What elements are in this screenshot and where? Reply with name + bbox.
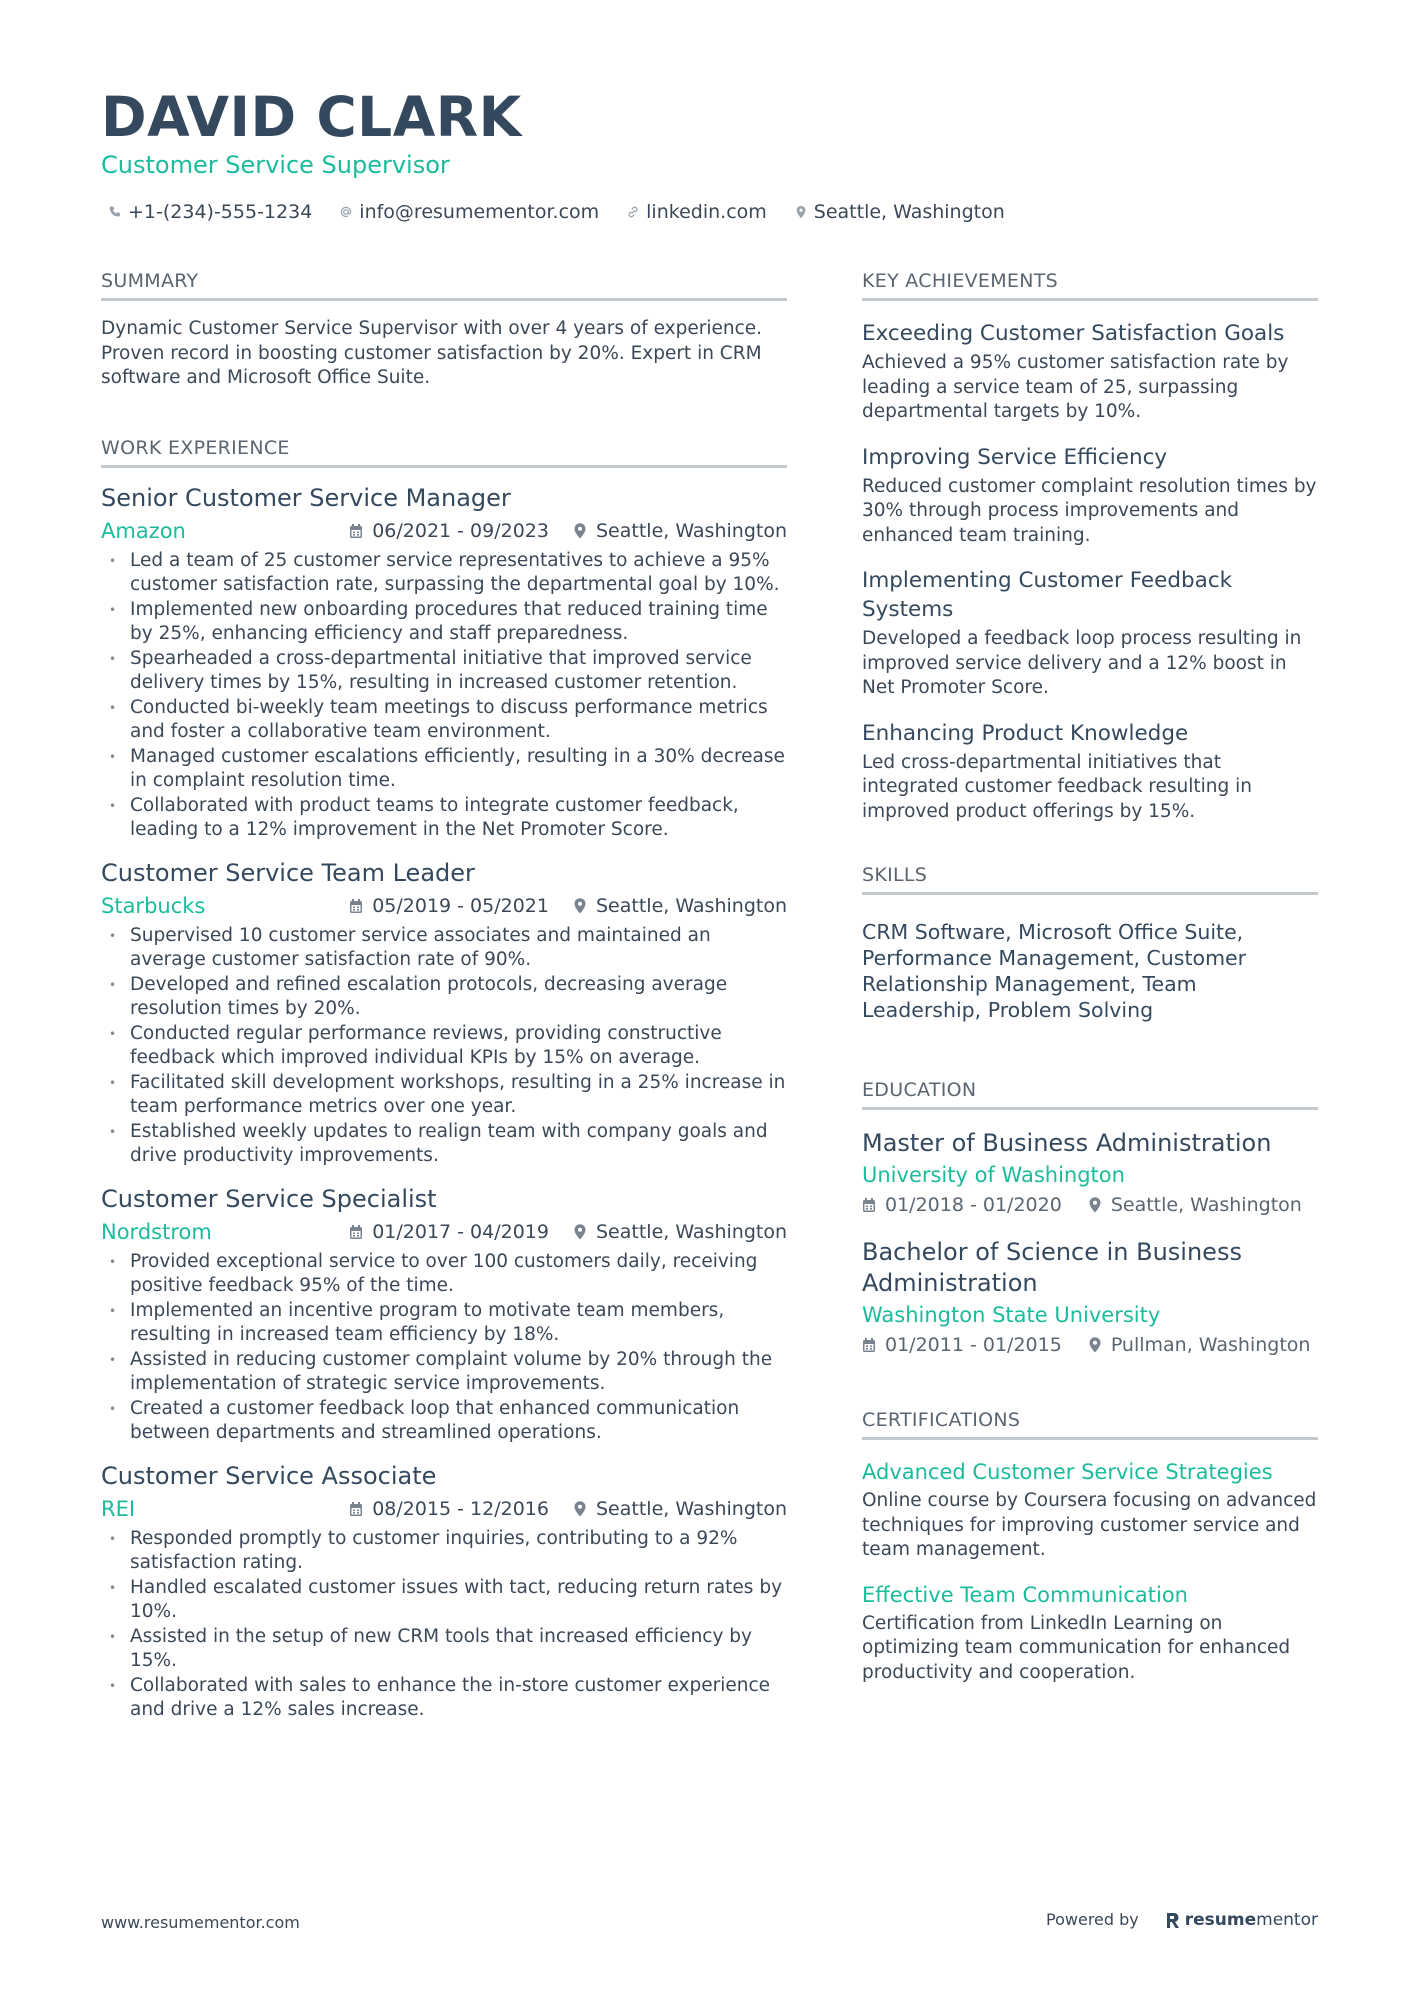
location-text: Seattle, Washington (596, 1220, 787, 1243)
company-name: Nordstrom (101, 1219, 212, 1244)
achievement-desc: Achieved a 95% customer satisfaction rate by leading a service team of 25, surpassing departmental targets by 10%. (862, 352, 1289, 422)
bullet-list (101, 1250, 787, 1446)
contact-location (794, 199, 1005, 225)
bullet-item: • Led a team of 25 customer service representatives to achieve a 95% customer satisfaction rate, surpassing the departmental goal by 10%. (101, 549, 787, 598)
certification-desc: Online course by Coursera focusing on advanced techniques for improving customer service and team management. (862, 1490, 1317, 1560)
bullet-item: • Assisted in reducing customer complaint volume by 20% through the implementation of strategic service improvements. (101, 1348, 787, 1397)
bullet-item: • Collaborated with product teams to integrate customer feedback, leading to a 12% improvement in the Net Promoter Score. (101, 794, 787, 843)
calendar-meta (862, 1331, 1062, 1359)
job-meta (101, 1218, 787, 1246)
calendar-meta (349, 1218, 549, 1246)
education-item (862, 1128, 1318, 1219)
achievement-desc: Developed a feedback loop process resulting in improved service delivery and a 12% boost in Net Promoter Score. (862, 628, 1302, 698)
job-entry (101, 857, 787, 1169)
job-meta-right (349, 1218, 787, 1246)
date-range: 01/2017 - 04/2019 (372, 1220, 549, 1243)
map-pin-icon (573, 1224, 596, 1240)
certifications-section (862, 1407, 1318, 1685)
bullet-item: • Spearheaded a cross-departmental initiative that improved service delivery times by 15%, resulting in increased customer retention. (101, 647, 787, 696)
location-text: Seattle, Washington (596, 519, 787, 542)
bullet-item: • Assisted in the setup of new CRM tools that increased efficiency by 15%. (101, 1625, 787, 1674)
company-name: Amazon (101, 518, 186, 543)
degree-name: Master of Business Administration (862, 1129, 1272, 1157)
section-heading: SKILLS (862, 862, 1318, 895)
contact-email[interactable] (339, 199, 599, 225)
calendar-icon (862, 1337, 885, 1353)
achievement-item (862, 719, 1318, 825)
certification-title: Effective Team Communication (862, 1582, 1188, 1607)
date-range: 01/2011 - 01/2015 (885, 1334, 1062, 1356)
link-icon (626, 204, 640, 220)
calendar-icon (349, 898, 372, 914)
job-title: Customer Service Specialist (101, 1184, 437, 1213)
map-pin-icon (1088, 1337, 1111, 1353)
summary-section (101, 268, 787, 391)
location-text: Pullman, Washington (1110, 1334, 1311, 1356)
contact-linkedin-text[interactable]: linkedin.com (646, 201, 767, 223)
left-column (101, 268, 787, 1723)
job-entry (101, 482, 787, 843)
achievement-list (862, 319, 1318, 824)
contact-phone-text: +1-(234)-555-1234 (128, 201, 313, 223)
map-pin-icon (573, 898, 596, 914)
job-meta-right (349, 517, 787, 545)
contact-location-text: Seattle, Washington (813, 201, 1005, 223)
achievement-desc: Led cross-departmental initiatives that integrated customer feedback resulting in improved product offerings by 15%. (862, 751, 1252, 822)
section-heading: WORK EXPERIENCE (101, 435, 787, 468)
map-pin-icon (573, 1501, 596, 1517)
job-title: Senior Customer Service Manager (101, 483, 511, 512)
school-name: Washington State University (862, 1303, 1161, 1327)
bullet-item: • Conducted regular performance reviews, providing constructive feedback which improved individual KPIs by 15% on average. (101, 1022, 787, 1071)
candidate-name: DAVID CLARK (101, 85, 522, 149)
job-list (101, 482, 787, 1723)
brand-name-bold: resume (1184, 1910, 1257, 1930)
bullet-item: • Provided exceptional service to over 100 customers daily, receiving positive feedback 95% of the time. (101, 1250, 787, 1299)
calendar-meta (349, 892, 549, 920)
phone-icon (108, 204, 122, 220)
bullet-item: • Established weekly updates to realign team with company goals and drive productivity improvements. (101, 1120, 787, 1169)
bullet-list (101, 1527, 787, 1723)
map-pin-icon (794, 204, 808, 220)
location-text: Seattle, Washington (596, 894, 787, 917)
job-title: Customer Service Team Leader (101, 858, 475, 887)
calendar-icon (862, 1197, 885, 1213)
date-range: 05/2019 - 05/2021 (372, 894, 549, 917)
bullet-list (101, 549, 787, 843)
section-heading: CERTIFICATIONS (862, 1407, 1318, 1440)
achievement-desc: Reduced customer complaint resolution times by 30% through process improvements and enhanced team training. (862, 475, 1317, 546)
calendar-meta (862, 1191, 1062, 1219)
bullet-item: • Supervised 10 customer service associates and maintained an average customer satisfaction rate of 90%. (101, 924, 787, 973)
education-section (862, 1077, 1318, 1359)
date-range: 08/2015 - 12/2016 (372, 1497, 549, 1520)
bullet-item: • Developed and refined escalation protocols, decreasing average resolution times by 20%. (101, 973, 787, 1022)
map-pin-meta (573, 892, 787, 920)
achievement-title: Exceeding Customer Satisfaction Goals (862, 321, 1285, 346)
achievement-title: Enhancing Product Knowledge (862, 720, 1189, 746)
skills-section (862, 862, 1318, 1023)
calendar-icon (349, 1224, 372, 1240)
brand-name-rest: mentor (1256, 1910, 1318, 1930)
achievement-title: Improving Service Efficiency (862, 444, 1168, 470)
map-pin-meta (573, 1495, 787, 1523)
summary-text: Dynamic Customer Service Supervisor with over 4 years of experience. Proven record in boosting customer satisfaction by 20%. Expert in CRM software and Microsoft Office Suite. (101, 318, 763, 388)
education-item (862, 1237, 1318, 1359)
certification-list (862, 1458, 1318, 1685)
education-meta (862, 1331, 1318, 1359)
map-pin-meta (1088, 1331, 1311, 1359)
calendar-icon (349, 1501, 372, 1517)
resumementor-logo-icon (1165, 1911, 1181, 1930)
section-heading: EDUCATION (862, 1077, 1318, 1110)
job-meta-right (349, 1495, 787, 1523)
skills-text: CRM Software, Microsoft Office Suite, Performance Management, Customer Relationship Management, Team Leadership, Problem Solving (862, 920, 1247, 1022)
school-name: University of Washington (862, 1163, 1125, 1187)
bullet-item: • Created a customer feedback loop that enhanced communication between departments and streamlined operations. (101, 1397, 787, 1446)
footer-brand (1046, 1909, 1318, 1931)
section-heading: KEY ACHIEVEMENTS (862, 268, 1318, 301)
certification-item (862, 1458, 1318, 1563)
job-meta (101, 517, 787, 545)
map-pin-meta (573, 517, 787, 545)
contact-linkedin[interactable] (626, 199, 767, 225)
map-pin-icon (573, 523, 596, 539)
bullet-item: • Implemented an incentive program to motivate team members, resulting in increased team efficiency by 18%. (101, 1299, 787, 1348)
job-entry (101, 1183, 787, 1446)
calendar-icon (349, 523, 372, 539)
education-list (862, 1128, 1318, 1359)
section-heading: SUMMARY (101, 268, 787, 301)
bullet-item: • Facilitated skill development workshops, resulting in a 25% increase in team performance metrics over one year. (101, 1071, 787, 1120)
certification-item (862, 1581, 1318, 1686)
date-range: 01/2018 - 01/2020 (885, 1194, 1062, 1216)
bullet-list (101, 924, 787, 1169)
at-icon (339, 204, 353, 220)
map-pin-meta (573, 1218, 787, 1246)
job-meta-right (349, 892, 787, 920)
location-text: Seattle, Washington (596, 1497, 787, 1520)
company-name: Starbucks (101, 893, 206, 918)
contact-bar (108, 199, 1032, 225)
contact-email-text[interactable]: info@resumementor.com (359, 201, 600, 223)
calendar-meta (349, 517, 549, 545)
location-text: Seattle, Washington (1110, 1194, 1302, 1216)
bullet-item: • Handled escalated customer issues with tact, reducing return rates by 10%. (101, 1576, 787, 1625)
company-name: REI (101, 1496, 136, 1521)
date-range: 06/2021 - 09/2023 (372, 519, 549, 542)
job-entry (101, 1460, 787, 1723)
powered-by-label: Powered by (1046, 1910, 1139, 1929)
certification-desc: Certification from LinkedIn Learning on optimizing team communication for enhanced productivity and cooperation. (862, 1612, 1291, 1683)
certification-title: Advanced Customer Service Strategies (862, 1460, 1273, 1484)
bullet-item: • Collaborated with sales to enhance the in-store customer experience and drive a 12% sales increase. (101, 1674, 787, 1723)
candidate-title: Customer Service Supervisor (101, 151, 450, 179)
achievements-section (862, 268, 1318, 824)
education-meta (862, 1191, 1318, 1219)
achievement-item (862, 566, 1318, 701)
right-column (862, 268, 1318, 1685)
map-pin-icon (1088, 1197, 1111, 1213)
job-meta (101, 1495, 787, 1523)
achievement-title: Implementing Customer Feedback Systems (862, 568, 1233, 622)
bullet-item: • Managed customer escalations efficiently, resulting in a 30% decrease in complaint resolution time. (101, 745, 787, 794)
contact-phone (108, 199, 312, 225)
degree-name: Bachelor of Science in Business Administration (862, 1238, 1242, 1297)
job-title: Customer Service Associate (101, 1461, 437, 1490)
job-meta (101, 892, 787, 920)
achievement-item (862, 443, 1318, 549)
footer-website[interactable]: www.resumementor.com (101, 1913, 300, 1932)
experience-section (101, 435, 787, 1723)
brand-logo[interactable] (1165, 1909, 1318, 1931)
achievement-item (862, 319, 1318, 425)
calendar-meta (349, 1495, 549, 1523)
map-pin-meta (1088, 1191, 1302, 1219)
bullet-item: • Conducted bi-weekly team meetings to discuss performance metrics and foster a collaborative team environment. (101, 696, 787, 745)
bullet-item: • Responded promptly to customer inquiries, contributing to a 92% satisfaction rating. (101, 1527, 787, 1576)
bullet-item: • Implemented new onboarding procedures that reduced training time by 25%, enhancing efficiency and staff preparedness. (101, 598, 787, 647)
